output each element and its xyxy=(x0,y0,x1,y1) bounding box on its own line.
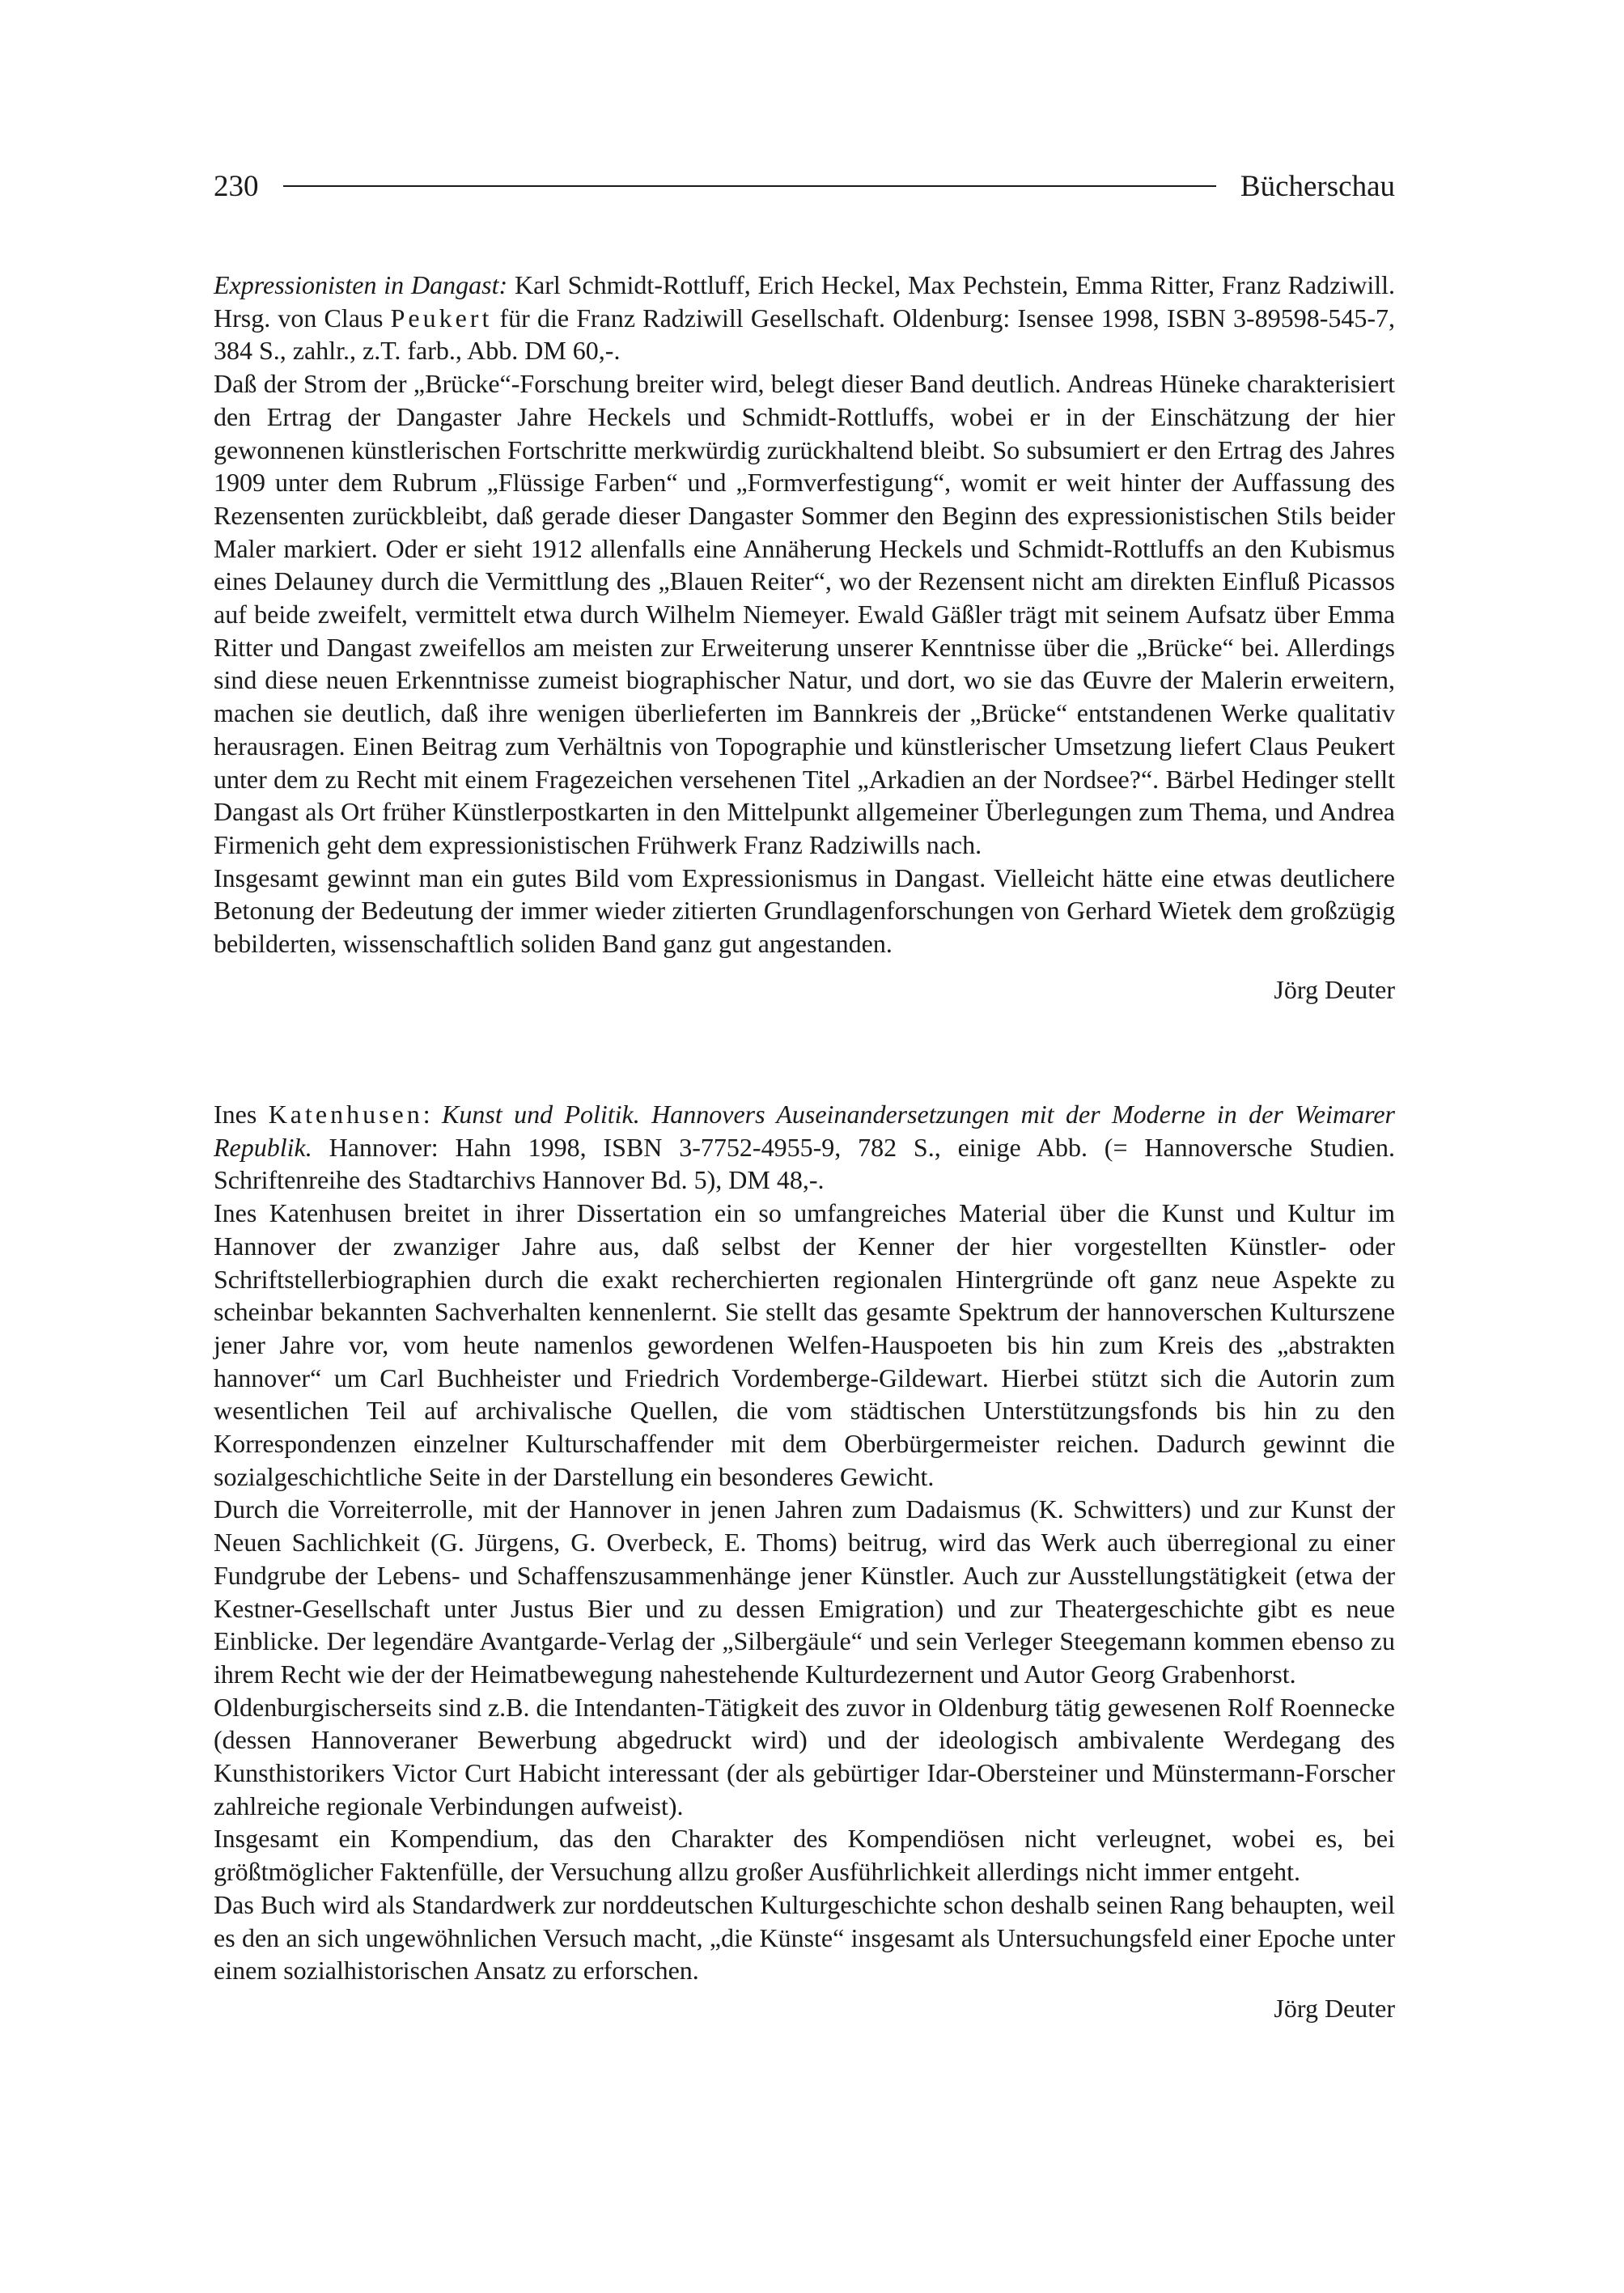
review-1-book-title: Expressionisten in Dangast: xyxy=(214,270,508,299)
review-2-paragraph-5: Das Buch wird als Standardwerk zur norddeutschen Kulturgeschichte schon deshalb seinen Rang behaupten, weil es den an sich ungewöhnlichen Versuch macht, „die Künste“ insgesamt als Untersuchungsfeld einer Epoche unter einem sozialhistorischen Ansatz zu erforschen. xyxy=(214,1889,1395,1986)
review-expressionisten-in-dangast xyxy=(214,269,1395,1006)
review-1-editor-name: Peukert xyxy=(390,303,493,333)
review-1-citation-text-1: Karl Schmidt-Rottluff, Erich Heckel, Max Pechstein, Emma Ritter, Franz Radziwill. Hrsg. von Claus xyxy=(214,270,1396,333)
running-head: Bücherschau xyxy=(1240,169,1395,203)
page-header xyxy=(214,162,1395,210)
review-1-signature: Jörg Deuter xyxy=(1274,974,1395,1004)
header-rule xyxy=(283,185,1216,187)
review-kunst-und-politik xyxy=(214,1098,1395,2025)
review-2-paragraph-2: Durch die Vorreiterrolle, mit der Hannover in jenen Jahren zum Dadaismus (K. Schwitters) und zur Kunst der Neuen Sachlichkeit (G. Jürgens, G. Overbeck, E. Thoms) beitrug, wird das Werk auch überregional zu einer Fundgrube der Lebens- und Schaffenszusammenhänge jener Künstler. Auch zur Ausstellungstätigkeit (etwa der Kestner-Gesellschaft unter Justus Bier und zu dessen Emigration) und zur Theatergeschichte gibt es neue Einblicke. Der legendäre Avantgarde-Verlag der „Silbergäule“ und sein Verleger Steegemann kommen ebenso zu ihrem Recht wie der der Heimatbewegung nahestehende Kulturdezernent und Autor Georg Grabenhorst. xyxy=(214,1494,1395,1689)
review-1-paragraph-1: Daß der Strom der „Brücke“-Forschung breiter wird, belegt dieser Band deutlich. Andreas Hüneke charakterisiert den Ertrag der Dangaster Jahre Heckels und Schmidt-Rottluffs, wobei er in der Einschätzung der hier gewonnenen künstlerischen Fortschritte merkwürdig zurückhaltend bleibt. So subsumiert er den Ertrag des Jahres 1909 unter dem Rubrum „Flüssige Farben“ und „Formverfestigung“, womit er weit hinter der Auffassung des Rezensenten zurückbleibt, daß gerade dieser Dangaster Sommer den Beginn des expressionistischen Stils beider Maler markiert. Oder er sieht 1912 allenfalls eine Annäherung Heckels und Schmidt-Rottluffs an den Kubismus eines Delauney durch die Vermittlung des „Blauen Reiter“, wo der Rezensent nicht am direkten Einfluß Picassos auf beide zweifelt, vermittelt etwa durch Wilhelm Niemeyer. Ewald Gäßler trägt mit seinem Aufsatz über Emma Ritter und Dangast zweifellos am meisten zur Erweiterung unserer Kenntnisse über die „Brücke“ bei. Allerdings sind diese neuen Erkenntnisse zumeist biographischer Natur, und dort, wo sie das Œuvre der Malerin erweitern, machen sie deutlich, daß ihre wenigen überlieferten im Bannkreis der „Brücke“ entstandenen Werke qualitativ herausragen. Einen Beitrag zum Verhältnis von Topographie und künstlerischer Umsetzung liefert Claus Peukert unter dem zu Recht mit einem Fragezeichen versehenen Titel „Arkadien an der Nordsee?“. Bärbel Hedinger stellt Dangast als Ort früher Künstlerpostkarten in den Mittelpunkt allgemeiner Überlegungen zum Thema, und Andrea Firmenich geht dem expressionistischen Frühwerk Franz Radziwills nach. xyxy=(214,369,1395,859)
review-2-signature: Jörg Deuter xyxy=(1274,1993,1395,2023)
review-2-paragraph-3: Oldenburgischerseits sind z.B. die Intendanten-Tätigkeit des zuvor in Oldenburg tätig gewesenen Rolf Roennecke (dessen Hannoveraner Bewerbung abgedruckt wird) und der ideologisch ambivalente Werdegang des Kunsthistorikers Victor Curt Habicht interessant (der als gebürtiger Idar-Obersteiner und Münstermann-Forscher zahlreiche regionale Verbindungen aufweist). xyxy=(214,1692,1395,1820)
review-2-author-colon: : xyxy=(422,1100,443,1129)
review-2-citation xyxy=(214,1098,1395,1197)
page-number: 230 xyxy=(214,169,259,203)
review-2-paragraph-1: Ines Katenhusen breitet in ihrer Dissertation ein so umfangreiches Material über die Kunst und Kultur im Hannover der zwanziger Jahre aus, daß selbst der Kenner der hier vorgestellten Künstler- oder Schriftstellerbiographien durch die exakt recherchierten regionalen Hintergründe oft ganz neue Aspekte zu scheinbar bekannten Sachverhalten kennenlernt. Sie stellt das gesamte Spektrum der hannoverschen Kulturszene jener Jahre vor, vom heute namenlos gewordenen Welfen-Hauspoeten bis hin zum Kreis des „abstrakten hannover“ um Carl Buchheister und Friedrich Vordemberge-Gildewart. Hierbei stützt sich die Autorin zum wesentlichen Teil auf archivalische Quellen, die vom städtischen Unterstützungsfonds bis hin zu den Korrespondenzen einzelner Kulturschaffender mit dem Oberbürgermeister reichen. Dadurch gewinnt die sozialgeschichtliche Seite in der Darstellung ein besonderes Gewicht. xyxy=(214,1198,1395,1491)
review-2-author-name: Katenhusen xyxy=(268,1100,423,1129)
review-2-author-first-name: Ines xyxy=(214,1100,269,1129)
review-1-citation xyxy=(214,269,1395,367)
review-1-paragraph-2: Insgesamt gewinnt man ein gutes Bild vom Expressionismus in Dangast. Vielleicht hätte eine etwas deutlichere Betonung der Bedeutung der immer wieder zitierten Grundlagenforschungen von Gerhard Wietek dem großzügig bebilderten, wissenschaftlich soliden Band ganz gut angestanden. xyxy=(214,863,1395,959)
review-2-book-title: Kunst und Politik. Hannovers Auseinandersetzungen mit der Moderne in der Weimarer Republik. xyxy=(214,1100,1396,1162)
review-2-citation-text: Hannover: Hahn 1998, ISBN 3-7752-4955-9, 782 S., einige Abb. (= Hannoversche Studien. Schriftenreihe des Stadtarchivs Hannover Bd. 5), DM 48,-. xyxy=(214,1132,1395,1195)
review-2-paragraph-4: Insgesamt ein Kompendium, das den Charakter des Kompendiösen nicht verleugnet, wobei es, bei größtmöglicher Faktenfülle, der Versuchung allzu großer Ausführlichkeit allerdings nicht immer entgeht. xyxy=(214,1824,1395,1887)
review-1-citation-text-2: für die Franz Radziwill Gesellschaft. Oldenburg: Isensee 1998, ISBN 3-89598-545-7, 384 S., zahlr., z.T. farb., Abb. DM 60,-. xyxy=(214,303,1396,366)
